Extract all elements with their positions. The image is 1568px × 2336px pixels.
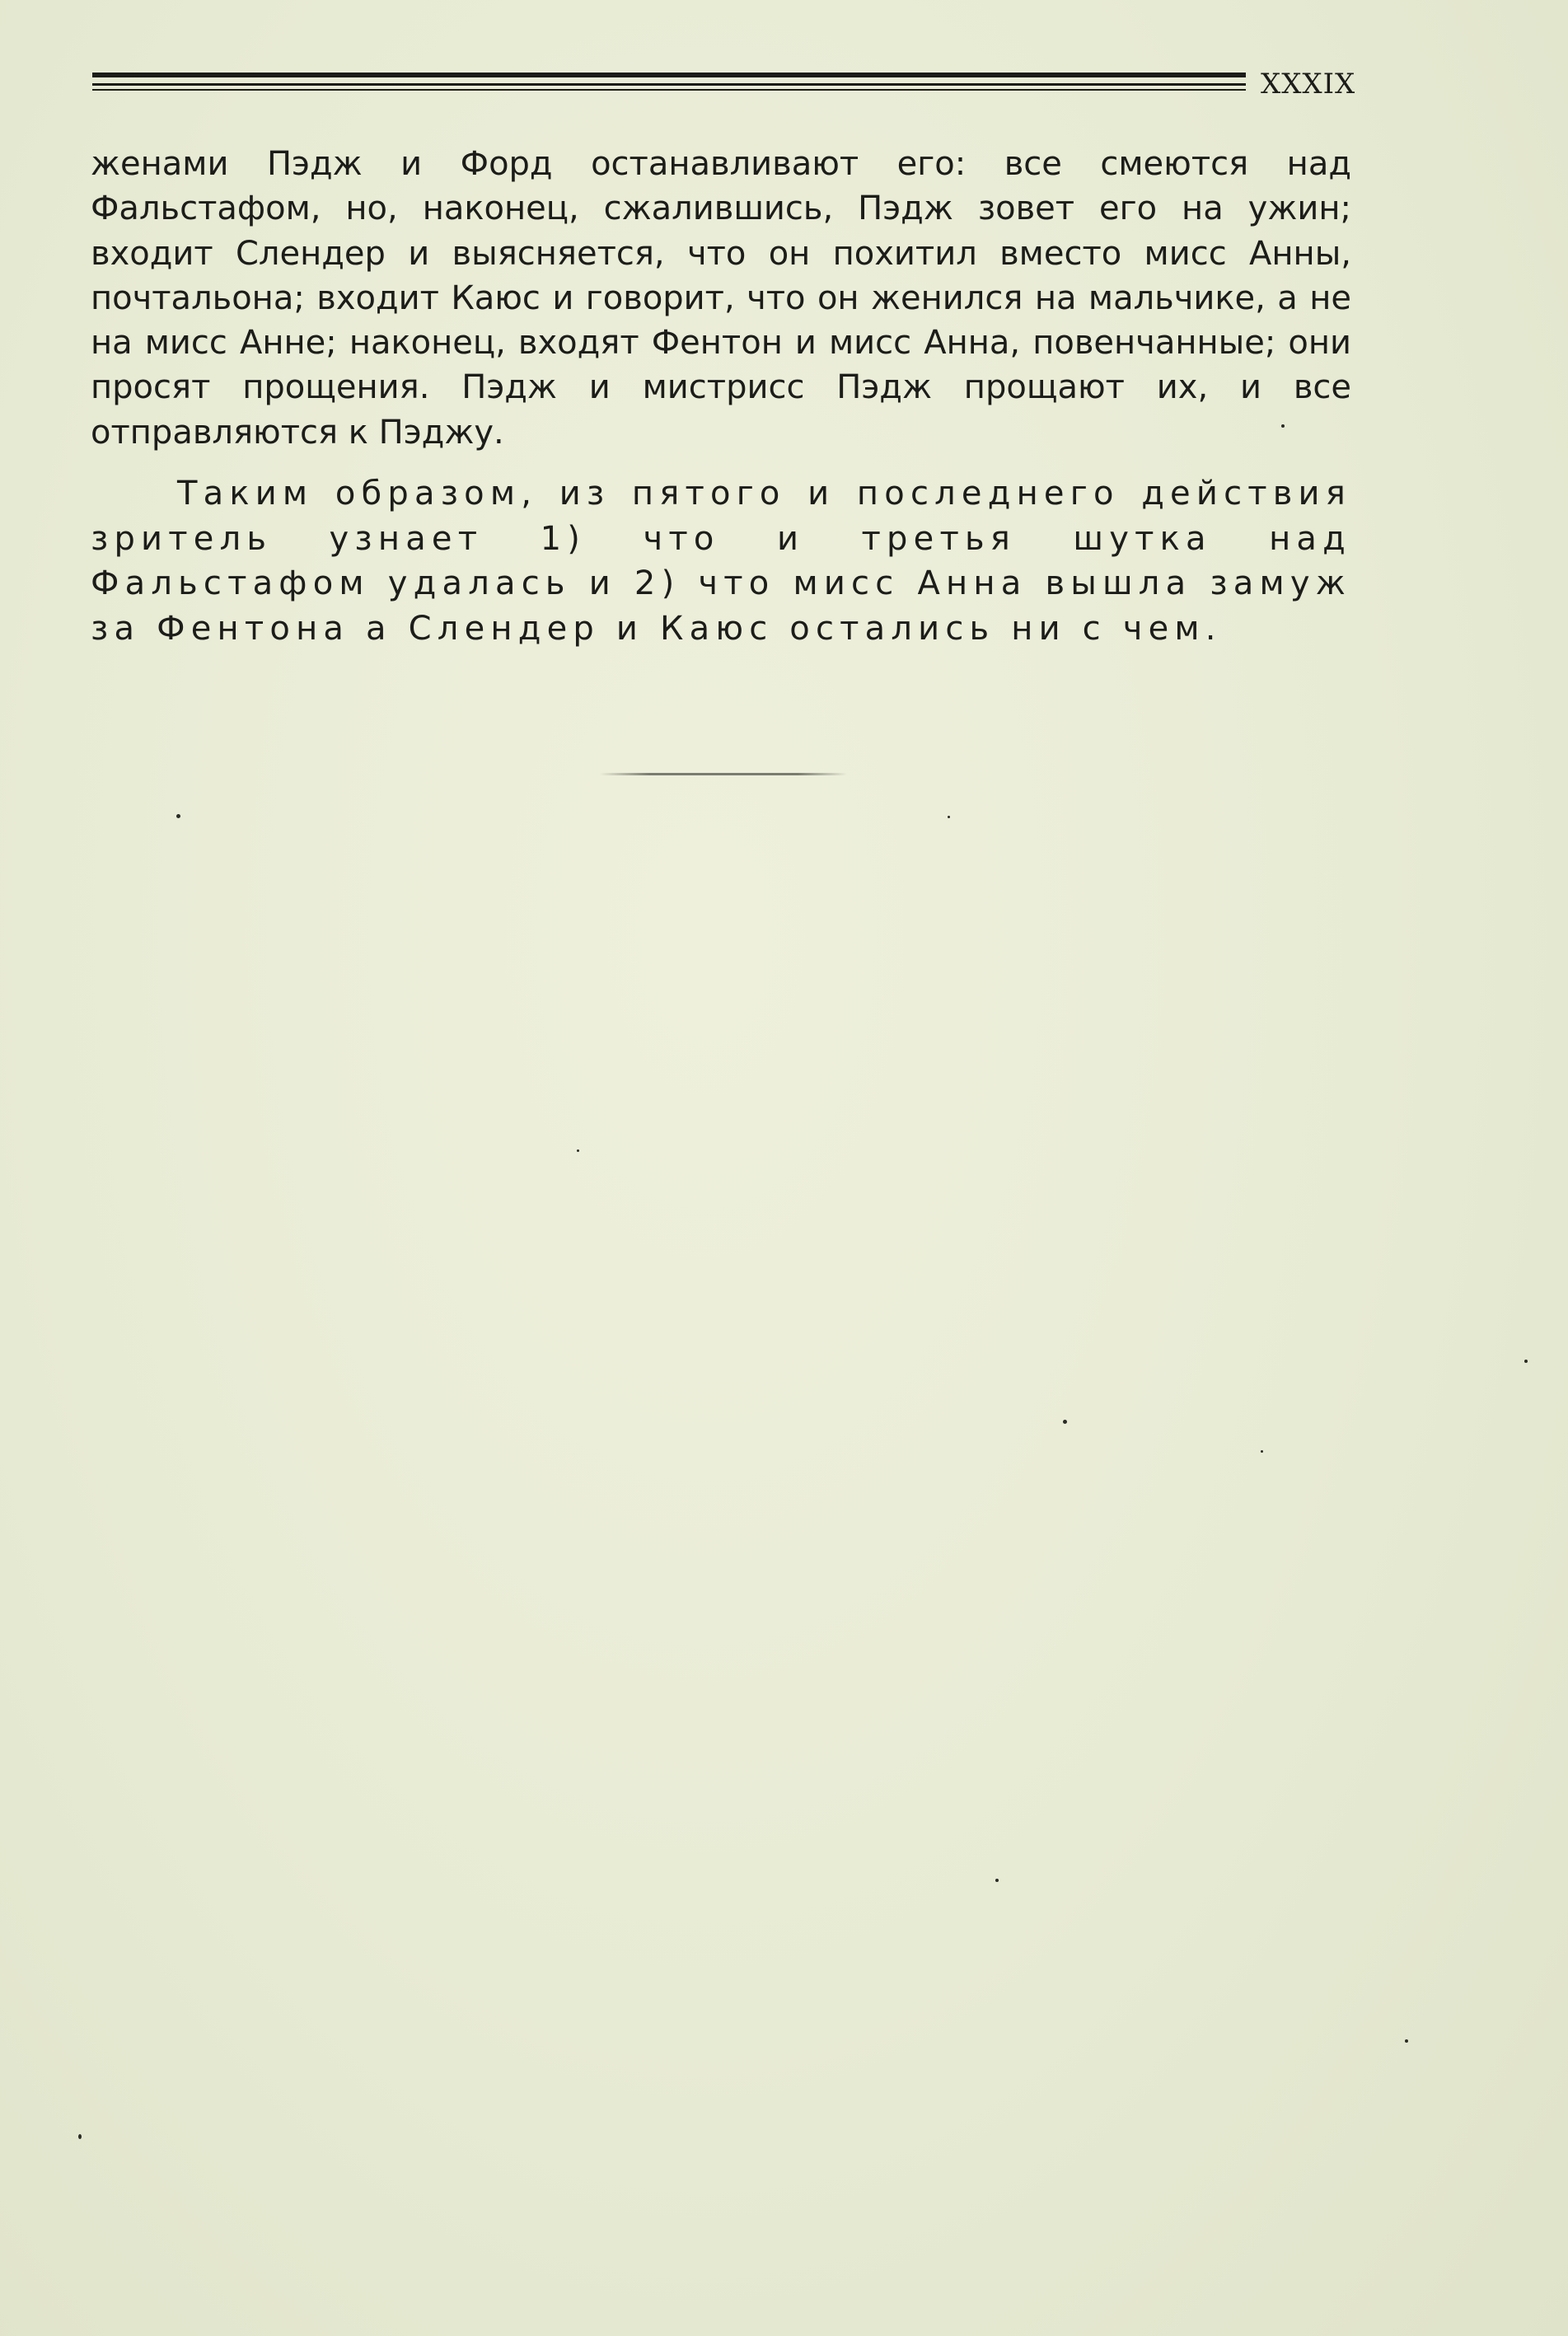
paper-speck [995, 1879, 999, 1882]
paper-speck [577, 1149, 579, 1152]
section-end-rule [600, 773, 847, 775]
paragraph: Таким образом, из пятого и последнего действия зритель узнает 1) что и третья шутка над Фальстафом удалась и 2) что мисс Анна вышла замуж за Фентона а Слендер и Каюс остались ни с чем. [91, 475, 1351, 648]
header-rule-thin-line [92, 89, 1246, 91]
paper-speck [176, 814, 180, 818]
paper-speck [1281, 424, 1285, 428]
header-rule-thick-line [92, 73, 1246, 77]
page-number: XXXIX [1261, 68, 1356, 101]
body-text [91, 142, 1351, 651]
paper-speck [948, 816, 950, 818]
header-rule-thin-line [92, 83, 1246, 86]
header-rule [92, 71, 1246, 92]
paper-speck [1261, 1450, 1263, 1453]
paper-speck [78, 2134, 82, 2139]
paper-speck [1063, 1420, 1067, 1424]
paragraph: женами Пэдж и Форд останавливают его: все смеются над Фальстафом, но, наконец, сжалившись, Пэдж зовет его на ужин; входит Слендер и выясняется, что он похитил вместо мисс Анны, почтальона; входит Каюс и говорит, что он женился на мальчике, а не на мисс Анне; наконец, входят Фентон и мисс Анна, повенчанные; они просят прощения. Пэдж и мистрисс Пэдж прощают их, и все отправляются к Пэджу. [91, 145, 1351, 452]
paper-speck [1405, 2039, 1408, 2043]
paper-speck [1524, 1360, 1528, 1363]
